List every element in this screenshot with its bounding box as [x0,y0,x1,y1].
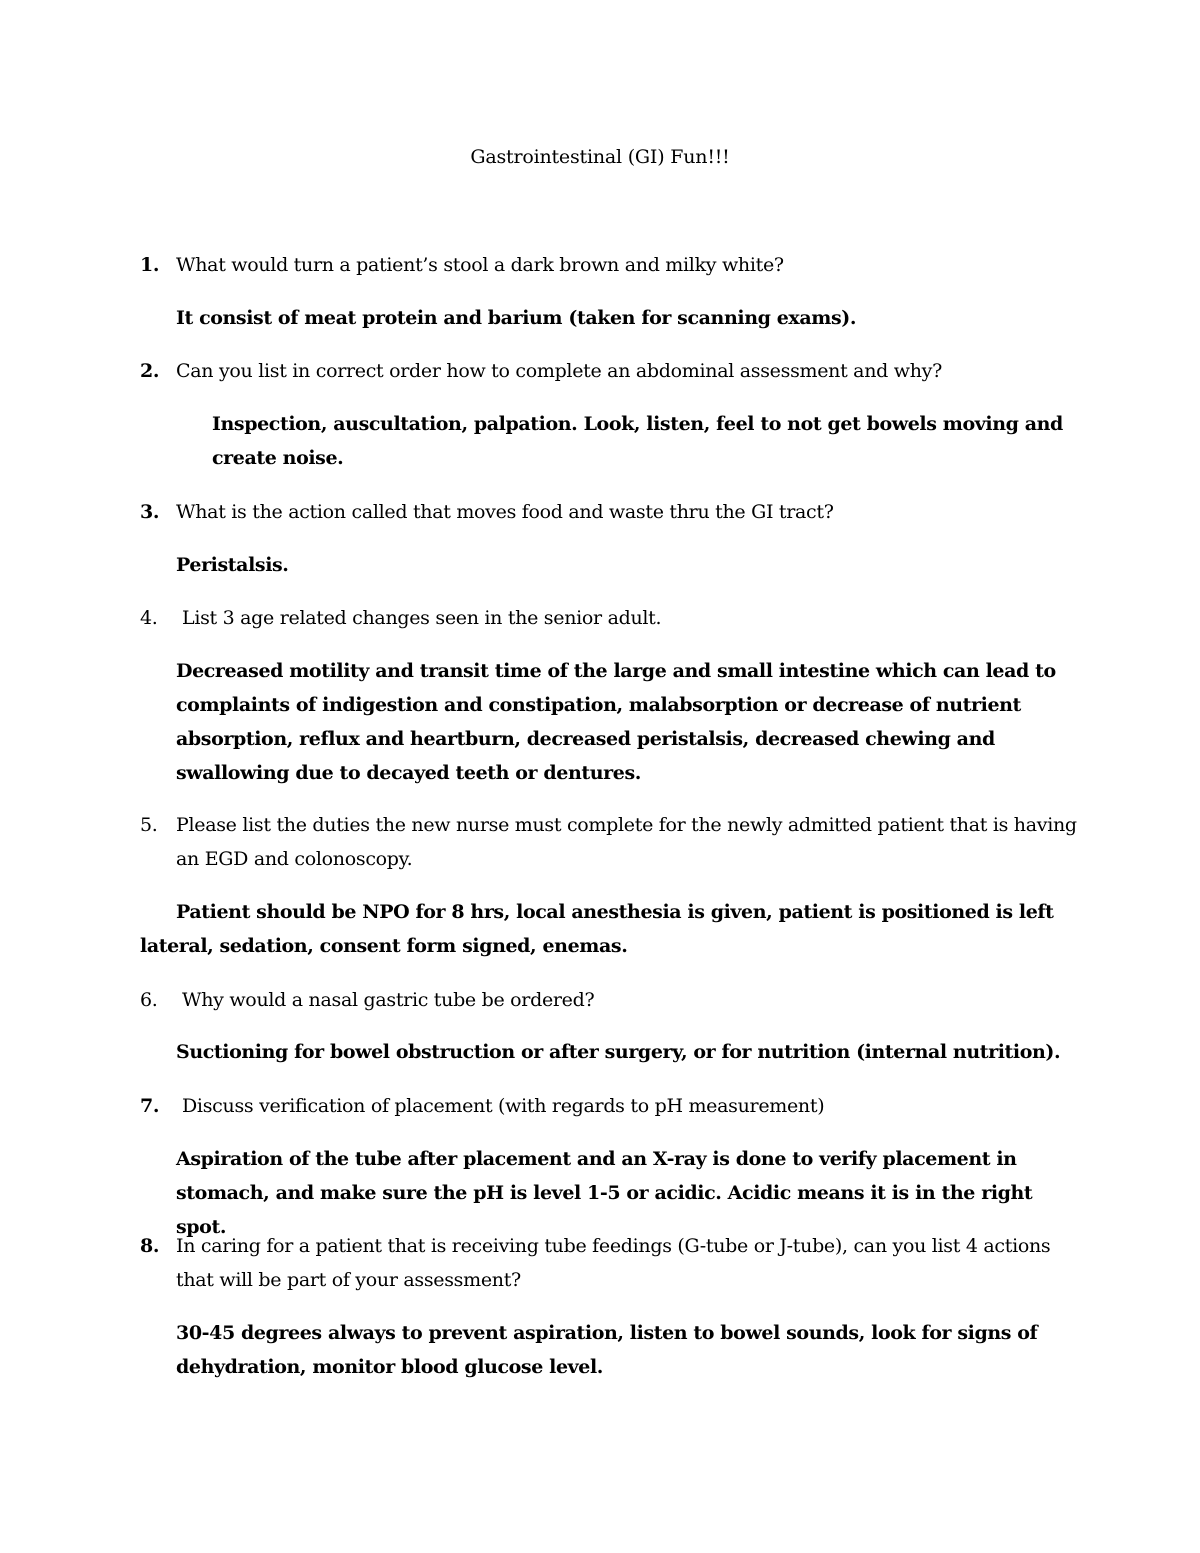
question-8 [140,1229,1080,1297]
answer-3: Peristalsis. [176,554,289,576]
question-2 [140,354,1080,388]
question-text: Can you list in correct order how to complete an abdominal assessment and why? [176,360,942,382]
answer-5: Patient should be NPO for 8 hrs, local anesthesia is given, patient is positioned is left lateral, sedation, consent form signed, enemas. [140,901,1054,957]
question-5 [140,808,1080,876]
question-text: In caring for a patient that is receiving tube feedings (G-tube or J-tube), can you list 4 actions that will be part of your assessment? [176,1235,1051,1291]
question-number: 3. [140,501,160,523]
question-number: 7. [140,1095,160,1117]
question-text: List 3 age related changes seen in the senior adult. [182,607,662,629]
question-text: Why would a nasal gastric tube be ordered? [182,989,595,1011]
answer-4: Decreased motility and transit time of the large and small intestine which can lead to complaints of indigestion and constipation, malabsorption or decrease of nutrient absorption, reflux and heartburn, decreased peristalsis, decreased chewing and swallowing due to decayed teeth or dentures. [176,660,1056,784]
question-number: 8. [140,1235,160,1257]
question-3 [140,495,1080,529]
question-text: What is the action called that moves food and waste thru the GI tract? [176,501,834,523]
answer-1: It consist of meat protein and barium (taken for scanning exams). [176,307,857,329]
question-1 [140,248,1080,282]
answer-6: Suctioning for bowel obstruction or after surgery, or for nutrition (internal nutrition). [176,1041,1061,1063]
question-text: Discuss verification of placement (with regards to pH measurement) [182,1095,825,1117]
answer-8: 30-45 degrees always to prevent aspiration, listen to bowel sounds, look for signs of dehydration, monitor blood glucose level. [176,1322,1038,1378]
question-7 [140,1089,1080,1123]
question-number: 5. [140,814,158,836]
question-number: 6. [140,989,158,1011]
answer-2: Inspection, auscultation, palpation. Look, listen, feel to not get bowels moving and create noise. [212,413,1063,469]
question-number: 1. [140,254,160,276]
question-number: 2. [140,360,160,382]
page-title: Gastrointestinal (GI) Fun!!! [470,146,730,168]
question-4 [140,601,1080,635]
question-number: 4. [140,607,158,629]
question-6 [140,983,1080,1017]
answer-7: Aspiration of the tube after placement and an X-ray is done to verify placement in stomach, and make sure the pH is level 1-5 or acidic. Acidic means it is in the right spot. [176,1148,1033,1238]
question-text: What would turn a patient’s stool a dark brown and milky white? [176,254,784,276]
question-text: Please list the duties the new nurse must complete for the newly admitted patient that is having an EGD and colonoscopy. [176,814,1077,870]
